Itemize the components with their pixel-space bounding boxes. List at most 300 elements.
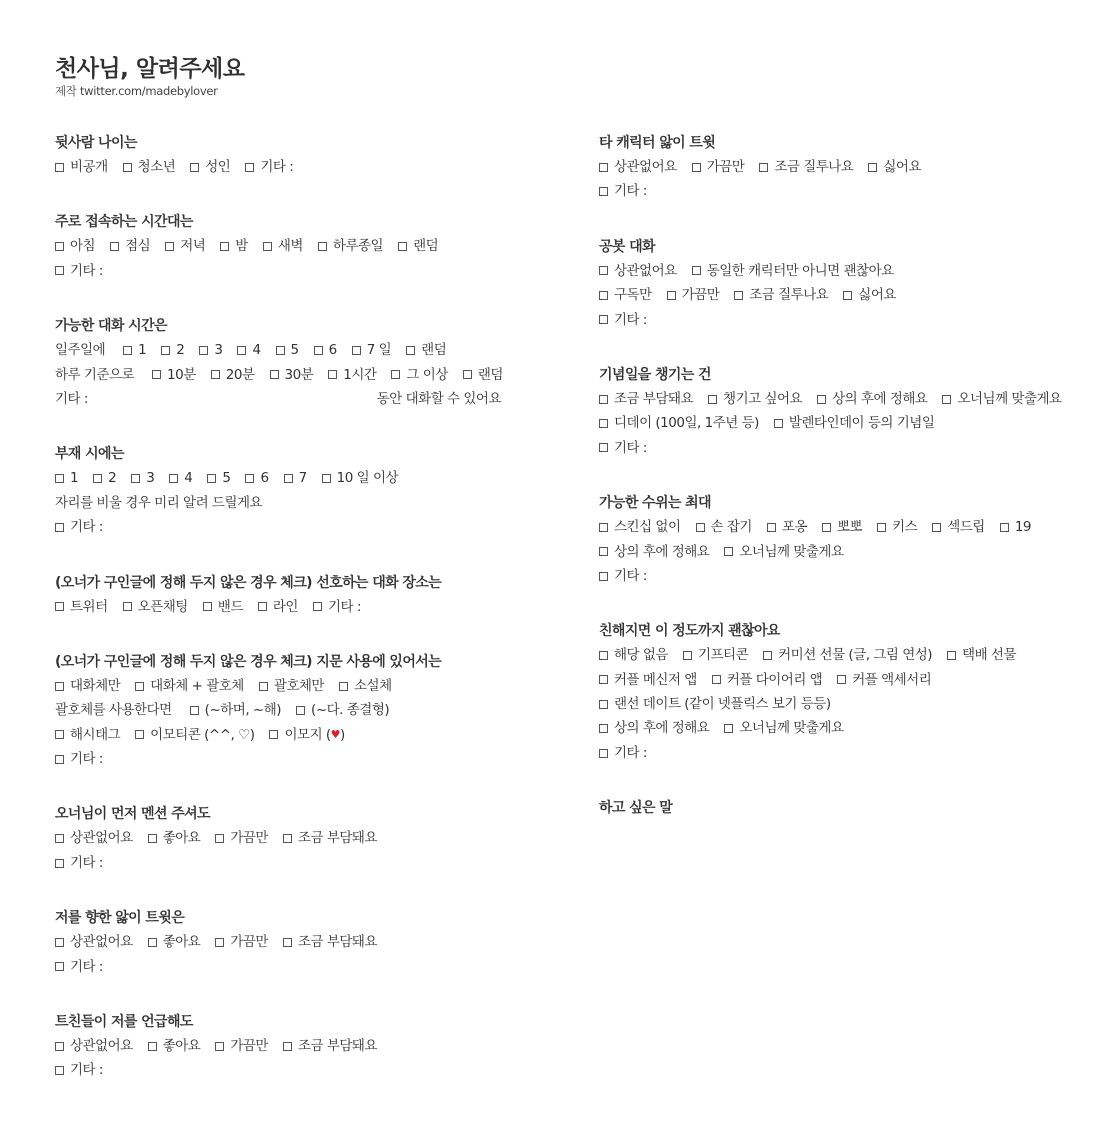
absence-section: [55, 442, 575, 539]
option-other[interactable]: [599, 308, 647, 332]
option[interactable]: [55, 155, 108, 179]
other-char-section: [599, 131, 1099, 204]
checkbox-icon[interactable]: [237, 346, 246, 355]
option-row: [55, 851, 575, 875]
option-row: [599, 259, 1099, 283]
option-other[interactable]: [55, 747, 103, 771]
checkbox-icon[interactable]: [152, 370, 161, 379]
option[interactable]: [148, 826, 201, 850]
option[interactable]: [55, 466, 78, 490]
option[interactable]: [93, 466, 116, 490]
other-suffix: 동안 대화할 수 있어요: [376, 390, 501, 407]
checkbox-icon[interactable]: [599, 187, 608, 196]
option-label: 5: [290, 342, 299, 359]
checkbox-icon[interactable]: [165, 242, 174, 251]
checkbox-icon[interactable]: [599, 395, 608, 404]
checkbox-icon[interactable]: [463, 370, 472, 379]
option[interactable]: [245, 466, 268, 490]
checkbox-icon[interactable]: [947, 651, 956, 660]
section-title: (오너가 구인글에 정해 두지 않은 경우 체크) 지문 사용에 있어서는: [55, 653, 442, 670]
checkbox-icon[interactable]: [877, 523, 886, 532]
option[interactable]: [55, 234, 95, 258]
checkbox-icon[interactable]: [135, 682, 144, 691]
option-other[interactable]: [599, 564, 647, 588]
option-label: 기타 :: [260, 159, 294, 175]
option[interactable]: [318, 234, 383, 258]
option[interactable]: [203, 595, 243, 619]
checkbox-icon[interactable]: [203, 602, 212, 611]
option[interactable]: [165, 234, 205, 258]
option-row: [599, 692, 1099, 716]
checkbox-icon[interactable]: [328, 370, 337, 379]
option[interactable]: [463, 363, 503, 387]
close-section: [599, 619, 1099, 765]
option-label: 소설체: [353, 677, 392, 694]
checkbox-icon[interactable]: [352, 346, 361, 355]
checkbox-icon[interactable]: [599, 572, 608, 581]
option-label: 동일한 캐릭터만 아니면 괜찮아요: [706, 262, 894, 279]
option-label: 이모지 (: [284, 726, 331, 743]
option-label: 이모티콘 (^^, ♡): [150, 726, 255, 743]
checkbox-icon[interactable]: [339, 682, 348, 691]
option[interactable]: [55, 674, 120, 698]
checkbox-icon[interactable]: [148, 1042, 157, 1051]
option[interactable]: [837, 668, 931, 692]
option-label: 기프티콘: [697, 647, 749, 664]
option-row: [599, 387, 1099, 411]
option[interactable]: [843, 283, 896, 307]
section-title: (오너가 구인글에 정해 두지 않은 경우 체크) 선호하는 대화 장소는: [55, 574, 442, 591]
option-label: 챙기고 싶어요: [723, 390, 803, 407]
option[interactable]: [868, 155, 921, 179]
option[interactable]: [877, 515, 917, 539]
option[interactable]: [283, 826, 377, 850]
checkbox-icon[interactable]: [55, 859, 64, 868]
option-label: 랜덤: [477, 366, 503, 383]
checkbox-icon[interactable]: [406, 346, 415, 355]
option[interactable]: [237, 338, 260, 362]
option-label: 랜덤: [421, 342, 447, 359]
checkbox-icon[interactable]: [822, 523, 831, 532]
checkbox-icon[interactable]: [148, 938, 157, 947]
checkbox-icon[interactable]: [724, 547, 733, 556]
option-label: 커플 액세서리: [852, 671, 932, 688]
option[interactable]: [152, 363, 196, 387]
checkbox-icon[interactable]: [599, 651, 608, 660]
option-other[interactable]: [599, 179, 647, 203]
option[interactable]: [148, 930, 201, 954]
checkbox-icon[interactable]: [148, 834, 157, 843]
option[interactable]: [55, 826, 133, 850]
option[interactable]: [328, 363, 376, 387]
option[interactable]: [692, 155, 745, 179]
option[interactable]: [734, 283, 828, 307]
checkbox-icon[interactable]: [599, 315, 608, 324]
option[interactable]: [314, 338, 337, 362]
checkbox-icon[interactable]: [123, 346, 132, 355]
option-label: 디데이 (100일, 1주년 등): [614, 415, 759, 432]
option-label: 가끔만: [681, 287, 720, 304]
checkbox-icon[interactable]: [837, 675, 846, 684]
checkbox-icon[interactable]: [259, 682, 268, 691]
option[interactable]: [55, 1034, 133, 1058]
option-label: 스킨십 없이: [614, 519, 681, 536]
option-label: 싫어요: [883, 159, 922, 175]
option[interactable]: [683, 643, 748, 667]
checkbox-icon[interactable]: [599, 266, 608, 275]
checkbox-icon[interactable]: [55, 755, 64, 764]
option-label: 20분: [225, 366, 255, 383]
option[interactable]: [270, 363, 314, 387]
checkbox-icon[interactable]: [131, 474, 140, 483]
checkbox-icon[interactable]: [759, 163, 768, 172]
checkbox-icon[interactable]: [843, 291, 852, 300]
option-other[interactable]: [55, 515, 103, 539]
option-label: 기타 :: [327, 598, 361, 615]
checkbox-icon[interactable]: [724, 724, 733, 733]
checkbox-icon[interactable]: [93, 474, 102, 483]
checkbox-icon[interactable]: [55, 682, 64, 691]
checkbox-icon[interactable]: [190, 163, 199, 172]
option-label: 좋아요: [162, 830, 201, 847]
option[interactable]: [406, 338, 446, 362]
option-label: 4: [184, 470, 193, 487]
option-label: 가끔만: [230, 1038, 268, 1055]
section-title: 뒷사람 나이는: [55, 135, 137, 151]
option[interactable]: [391, 363, 447, 387]
option-other[interactable]: [599, 436, 647, 460]
checkbox-icon[interactable]: [283, 834, 292, 843]
option[interactable]: [220, 234, 248, 258]
other-label: 기타 :: [55, 390, 88, 407]
option[interactable]: [339, 674, 392, 698]
checkbox-icon[interactable]: [135, 730, 144, 739]
option[interactable]: [947, 643, 1016, 667]
checkbox-icon[interactable]: [683, 651, 692, 660]
checkbox-icon[interactable]: [55, 474, 64, 483]
option[interactable]: [263, 234, 303, 258]
checkbox-icon[interactable]: [313, 602, 322, 611]
checkbox-icon[interactable]: [708, 395, 717, 404]
checkbox-icon[interactable]: [314, 346, 323, 355]
checkbox-icon[interactable]: [868, 163, 877, 172]
checkbox-icon[interactable]: [696, 523, 705, 532]
option-label: 밤: [235, 238, 248, 255]
option[interactable]: [822, 515, 862, 539]
checkbox-icon[interactable]: [283, 1042, 292, 1051]
option-label: 괄호체만: [273, 677, 324, 694]
checkbox-icon[interactable]: [692, 266, 701, 275]
checkbox-icon[interactable]: [55, 266, 64, 275]
option[interactable]: [599, 387, 693, 411]
option-label: 1: [138, 342, 147, 359]
option-label: 뽀뽀: [837, 519, 863, 536]
option[interactable]: [135, 723, 254, 747]
option[interactable]: [169, 466, 192, 490]
option-label: 2: [176, 342, 185, 359]
checkbox-icon[interactable]: [245, 163, 254, 172]
option-label: 키스: [892, 519, 918, 536]
section-title: 기념일을 챙기는 건: [599, 366, 711, 383]
option-label: 오너님께 맞출게요: [739, 720, 844, 737]
anniversary-section: [599, 363, 1099, 460]
option-label: 오너님께 맞출게요: [739, 543, 844, 560]
option-label: 19: [1014, 519, 1032, 536]
checkbox-icon[interactable]: [318, 242, 327, 251]
option-row: [599, 283, 1099, 307]
checkbox-icon[interactable]: [932, 523, 941, 532]
checkbox-icon[interactable]: [599, 724, 608, 733]
option[interactable]: [1000, 515, 1031, 539]
option[interactable]: [942, 387, 1061, 411]
option[interactable]: [276, 338, 299, 362]
option[interactable]: [667, 283, 720, 307]
option[interactable]: [283, 930, 377, 954]
option[interactable]: [55, 595, 108, 619]
option-label: 7: [298, 470, 307, 487]
option[interactable]: [131, 466, 154, 490]
option-label: 기타 :: [70, 519, 103, 536]
checkbox-icon[interactable]: [599, 523, 608, 532]
checkbox-icon[interactable]: [599, 675, 608, 684]
option-label: 점심: [125, 238, 151, 255]
option[interactable]: [313, 595, 361, 619]
option[interactable]: [696, 515, 752, 539]
option-label: 성인: [205, 159, 231, 175]
age-section: [55, 131, 575, 179]
checkbox-icon[interactable]: [599, 163, 608, 172]
option[interactable]: [190, 155, 230, 179]
option-label: 구독만: [614, 287, 652, 304]
checkbox-icon[interactable]: [207, 474, 216, 483]
option-label: 10분: [167, 366, 196, 383]
absence-note: 자리를 비울 경우 미리 알려 드릴게요: [55, 494, 263, 511]
checkbox-icon[interactable]: [767, 523, 776, 532]
option[interactable]: [712, 668, 822, 692]
option[interactable]: [724, 716, 843, 740]
option-other[interactable]: [55, 1058, 103, 1082]
option-row: [55, 387, 501, 411]
option-label: 상관없어요: [70, 1038, 133, 1055]
checkbox-icon[interactable]: [215, 1042, 224, 1051]
checkbox-icon[interactable]: [817, 395, 826, 404]
chat-time-section: [55, 314, 575, 411]
option[interactable]: [296, 698, 389, 722]
option[interactable]: [599, 692, 831, 716]
friends-section: [55, 1010, 575, 1083]
option[interactable]: [55, 723, 120, 747]
option[interactable]: [207, 466, 230, 490]
option[interactable]: [283, 1034, 377, 1058]
checkbox-icon[interactable]: [599, 749, 608, 758]
option[interactable]: [398, 234, 438, 258]
option[interactable]: [135, 674, 244, 698]
option-label: 라인: [272, 598, 298, 615]
option[interactable]: [161, 338, 184, 362]
checkbox-icon[interactable]: [123, 602, 132, 611]
checkbox-icon[interactable]: [110, 242, 119, 251]
option[interactable]: [599, 540, 709, 564]
checkbox-icon[interactable]: [398, 242, 407, 251]
skinship-section: [599, 491, 1099, 588]
option[interactable]: [148, 1034, 201, 1058]
option-label: 4: [252, 342, 261, 359]
option-label: 30분: [284, 366, 314, 383]
option-label: 조금 부담돼요: [614, 390, 694, 407]
checkbox-icon[interactable]: [55, 242, 64, 251]
checkbox-icon[interactable]: [763, 651, 772, 660]
option[interactable]: [215, 930, 268, 954]
option-label: 기타 :: [614, 439, 647, 456]
checkbox-icon[interactable]: [599, 443, 608, 452]
option[interactable]: [199, 338, 222, 362]
option[interactable]: [215, 826, 268, 850]
checkbox-icon[interactable]: [258, 602, 267, 611]
option[interactable]: [55, 930, 133, 954]
option[interactable]: [269, 723, 344, 747]
checkbox-icon[interactable]: [123, 163, 132, 172]
left-column: [55, 131, 575, 1114]
checkbox-icon[interactable]: [55, 834, 64, 843]
option[interactable]: [215, 1034, 268, 1058]
checkbox-icon[interactable]: [774, 419, 783, 428]
option[interactable]: [774, 411, 935, 435]
option-label: 손 잡기: [710, 519, 752, 536]
checkbox-icon[interactable]: [263, 242, 272, 251]
option-label: 상의 후에 정해요: [832, 390, 928, 407]
checkbox-icon[interactable]: [283, 938, 292, 947]
option[interactable]: [284, 466, 307, 490]
checkbox-icon[interactable]: [215, 938, 224, 947]
checkbox-icon[interactable]: [190, 706, 199, 715]
checkbox-icon[interactable]: [245, 474, 254, 483]
checkbox-icon[interactable]: [269, 730, 278, 739]
checkbox-icon[interactable]: [55, 523, 64, 532]
option[interactable]: [599, 259, 677, 283]
option[interactable]: [190, 698, 281, 722]
option-label: 기타 :: [70, 262, 103, 279]
option[interactable]: [123, 338, 146, 362]
option-label: 해시태그: [70, 726, 121, 743]
option-label: 기타 :: [70, 1062, 103, 1079]
option[interactable]: [245, 155, 293, 179]
checkbox-icon[interactable]: [55, 938, 64, 947]
option[interactable]: [259, 674, 324, 698]
option-other[interactable]: [599, 741, 647, 765]
option[interactable]: [322, 466, 398, 490]
option[interactable]: [767, 515, 807, 539]
option-row: [55, 1034, 575, 1058]
section-title: 하고 싶은 말: [599, 800, 673, 817]
checkbox-icon[interactable]: [55, 730, 64, 739]
option-row: [55, 466, 575, 490]
checkbox-icon[interactable]: [296, 706, 305, 715]
checkbox-icon[interactable]: [599, 419, 608, 428]
option-label: 6: [328, 342, 337, 359]
option[interactable]: [599, 668, 697, 692]
checkbox-icon[interactable]: [391, 370, 400, 379]
option-label: 좋아요: [162, 934, 201, 951]
option-label: 기타 :: [70, 854, 103, 871]
checkbox-icon[interactable]: [55, 1042, 64, 1051]
option[interactable]: [599, 155, 677, 179]
checkbox-icon[interactable]: [270, 370, 279, 379]
option[interactable]: [123, 155, 176, 179]
option-row: [599, 436, 1099, 460]
checkbox-icon[interactable]: [55, 602, 64, 611]
option-label: 대화체 + 괄호체: [150, 677, 244, 694]
checkbox-icon[interactable]: [161, 346, 170, 355]
option[interactable]: [724, 540, 843, 564]
checkbox-icon[interactable]: [599, 547, 608, 556]
option-label: 상의 후에 정해요: [614, 543, 710, 560]
option[interactable]: [258, 595, 298, 619]
option[interactable]: [599, 643, 668, 667]
option[interactable]: [599, 515, 681, 539]
checkbox-icon[interactable]: [599, 700, 608, 709]
option[interactable]: [599, 716, 709, 740]
checkbox-icon[interactable]: [1000, 523, 1009, 532]
checkbox-icon[interactable]: [199, 346, 208, 355]
checkbox-icon[interactable]: [322, 474, 331, 483]
option-label: 오너님께 맞출게요: [957, 390, 1062, 407]
option[interactable]: [759, 155, 853, 179]
checkbox-icon[interactable]: [667, 291, 676, 300]
checkbox-icon[interactable]: [169, 474, 178, 483]
option[interactable]: [123, 595, 188, 619]
option-other[interactable]: [55, 955, 103, 979]
option[interactable]: [708, 387, 802, 411]
mention-section: [55, 802, 575, 875]
section-title: 오너님이 먼저 멘션 주셔도: [55, 806, 210, 823]
option[interactable]: [817, 387, 927, 411]
option-other[interactable]: [55, 259, 103, 283]
option-label: 포옹: [781, 519, 808, 536]
option-other[interactable]: [55, 851, 103, 875]
checkbox-icon[interactable]: [734, 291, 743, 300]
option[interactable]: [763, 643, 932, 667]
style-section: [55, 650, 575, 772]
section-title: 가능한 수위는 최대: [599, 495, 711, 512]
option[interactable]: [599, 283, 652, 307]
option[interactable]: [692, 259, 894, 283]
option[interactable]: [352, 338, 391, 362]
checkbox-icon[interactable]: [55, 1066, 64, 1075]
option-label: 커플 다이어리 앱: [726, 671, 823, 688]
page-title: 천사님, 알려주세요: [55, 56, 245, 82]
credit-line: 제작 twitter.com/madebylover: [55, 84, 218, 98]
checkbox-icon[interactable]: [276, 346, 285, 355]
checkbox-icon[interactable]: [211, 370, 220, 379]
checkbox-icon[interactable]: [284, 474, 293, 483]
checkbox-icon[interactable]: [692, 163, 701, 172]
checkbox-icon[interactable]: [712, 675, 721, 684]
option-row: [55, 747, 575, 771]
checkbox-icon[interactable]: [215, 834, 224, 843]
checkbox-icon[interactable]: [55, 962, 64, 971]
checkbox-icon[interactable]: [942, 395, 951, 404]
checkbox-icon[interactable]: [599, 291, 608, 300]
checkbox-icon[interactable]: [55, 163, 64, 172]
option[interactable]: [110, 234, 150, 258]
option-label: (~하며, ~해): [204, 702, 282, 719]
option[interactable]: [599, 411, 759, 435]
option-label: 5: [222, 470, 231, 487]
option-row: [55, 698, 575, 722]
option[interactable]: [211, 363, 255, 387]
checkbox-icon[interactable]: [220, 242, 229, 251]
option[interactable]: [932, 515, 985, 539]
